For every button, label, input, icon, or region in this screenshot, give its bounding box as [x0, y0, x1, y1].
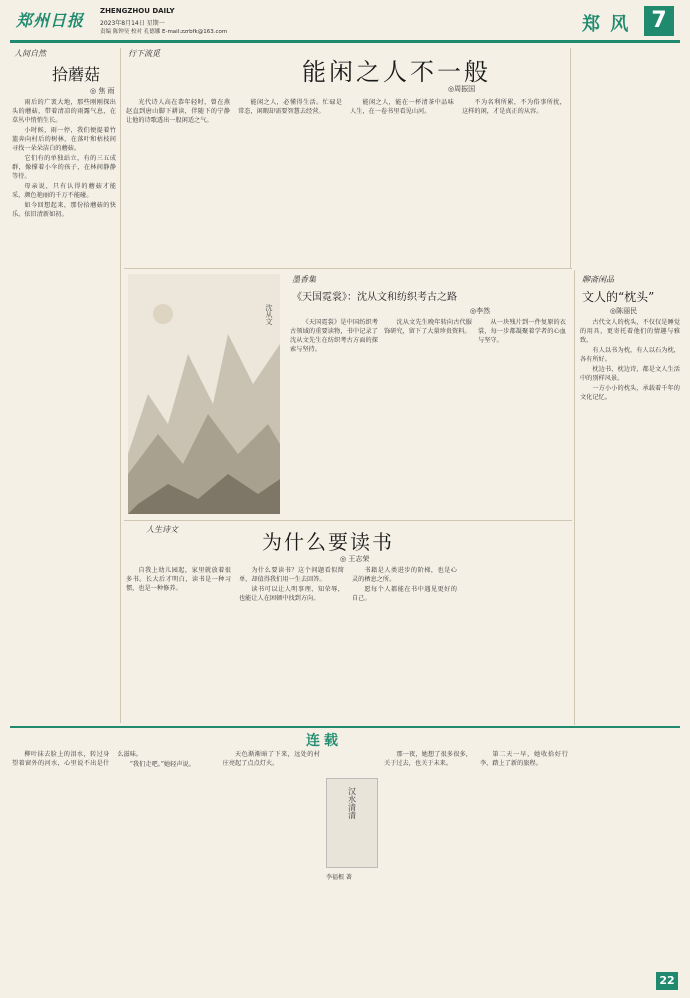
- section-divider: [124, 268, 572, 269]
- paragraph: 第二天一早，她收拾好行李，踏上了新的旅程。: [480, 751, 568, 767]
- paragraph: 一方小小的枕头，承载着千年的文化记忆。: [580, 385, 680, 401]
- column-divider: [120, 48, 121, 723]
- mountain-illustration: [128, 274, 280, 514]
- sketch-caption: 沈从文: [265, 304, 273, 325]
- mushroom-title: 拾蘑菇: [52, 65, 101, 84]
- paragraph: 从一块残片到一件复原的衣裳，每一步都凝聚着学者的心血与坚守。: [478, 319, 566, 344]
- book-author: 李福根 著: [326, 874, 352, 881]
- serial-body-left: [12, 750, 320, 990]
- masthead-rule: [10, 40, 680, 43]
- pillow-tag: 聊斋闲品: [582, 275, 614, 284]
- paragraph: 它们有的单独站立，有的三五成群，像撑着小伞的孩子，在林间静静等待。: [12, 155, 116, 180]
- archaeology-tag: 墨香集: [292, 275, 316, 284]
- why-read-tag: 人生诗文: [146, 525, 178, 534]
- pillow-body: [580, 318, 680, 722]
- paragraph: 有人以书为枕，有人以石为枕，各有所好。: [580, 347, 680, 363]
- paragraph: 书籍是人类进步的阶梯，也是心灵的栖息之所。: [352, 567, 457, 583]
- why-read-body: [126, 566, 570, 722]
- archaeology-byline: ◎李然: [470, 307, 491, 315]
- leisure-byline: ◎周振国: [448, 85, 476, 93]
- leisure-title: 能闲之人不一般: [302, 58, 491, 86]
- archaeology-title: 《天国霓裳》：沈从文和纺织考古之路: [292, 292, 457, 303]
- column-divider: [574, 270, 575, 725]
- paragraph: 愿每个人都能在书中遇见更好的自己。: [352, 586, 457, 602]
- paragraph: 自我上幼儿园起，家里就放着很多书。长大后才明白，读书是一种习惯，也是一种修养。: [126, 567, 231, 592]
- section-divider: [124, 520, 572, 521]
- date-line: 2023年8月14日 星期一: [100, 20, 165, 27]
- serial-page-number: 22: [659, 974, 675, 987]
- paragraph: 沈从文先生晚年转向古代服饰研究，留下了大量珍贵资料。: [384, 319, 472, 335]
- serial-top-rule: [10, 726, 680, 728]
- paragraph: 能闲之人，必懂得生活。忙碌是常态，闲暇却需要智慧去经营。: [238, 99, 342, 115]
- why-read-title: 为什么要读书: [262, 530, 394, 554]
- why-read-byline: ◎ 王志荣: [340, 555, 370, 563]
- paragraph: 小时候，雨一停，我们便提着竹篮奔向村后的树林，在落叶和枯枝间寻找一朵朵洁白的蘑菇。: [12, 127, 116, 152]
- paragraph: 为什么要读书？这个问题看似简单，却值得我们用一生去回答。: [239, 567, 344, 583]
- serial-tag: 连载: [306, 733, 342, 749]
- editor-line: 责编 陈钟昊 校对 孔德娜 E-mail:zzrbfk@163.com: [100, 29, 228, 35]
- paragraph: 那一夜，她想了很多很多，关于过去，也关于未来。: [384, 751, 472, 767]
- mushroom-tag: 人间自然: [14, 49, 46, 58]
- paragraph: 枕边书、枕边诗，都是文人生活中的别样风景。: [580, 366, 680, 382]
- english-name: ZHENGZHOU DAILY: [100, 7, 175, 15]
- book-cover-title: 汉水清清: [347, 787, 357, 819]
- column-divider: [570, 48, 571, 268]
- paragraph: “我们走吧。”她轻声说。: [129, 761, 195, 768]
- mushroom-byline: ◎ 焦 雨: [90, 87, 115, 95]
- leisure-body: [126, 98, 566, 268]
- masthead: [0, 0, 690, 56]
- archaeology-body: [290, 318, 566, 518]
- newspaper-logo: 郑州日报: [16, 11, 85, 30]
- paragraph: 读书可以让人明事理、知荣辱，也能让人在困顿中找到方向。: [239, 586, 344, 602]
- paragraph: 不为名利所累，不为俗事所扰，这样的闲，才是真正的从容。: [462, 99, 566, 115]
- paragraph: 光代诗人高在恭年轻时，曾在燕赵直到唐山脚下耕读，伴随下的宁静让他的诗歌透出一股闲适之气。: [126, 99, 230, 124]
- paragraph: 能闲之人，能在一杯清茶中品味人生，在一卷书里看见山河。: [350, 99, 454, 115]
- pillow-title: 文人的“枕头”: [582, 290, 655, 304]
- paragraph: 《天国霓裳》是中国纺织考古领域的重要读物，书中记录了沈从文先生在纺织考古方面的探索与坚持。: [290, 319, 378, 353]
- paragraph: 天色渐渐暗了下来，远处的村庄亮起了点点灯火。: [222, 751, 320, 767]
- paragraph: 雨后的广袤大地，那些刚刚探出头的蘑菇，带着清凉的雨露气息，在草丛中悄悄生长。: [12, 99, 116, 124]
- pillow-byline: ◎陈丽民: [610, 307, 638, 315]
- paragraph: 古代文人的枕头，不仅仅是睡觉的用具，更寄托着他们的情趣与雅致。: [580, 319, 680, 344]
- serial-body-right: [384, 750, 664, 990]
- landscape-sketch: [128, 274, 280, 514]
- page-number: 7: [651, 8, 667, 33]
- book-cover: [326, 778, 378, 868]
- page-number-box: [644, 6, 674, 36]
- serial-page-badge: [656, 972, 678, 990]
- paragraph: 母亲说，只有认得的蘑菇才能采，颜色艳丽的千万不能碰。: [12, 183, 116, 199]
- paragraph: 如今回想起来，那份拾蘑菇的快乐，依旧清新如初。: [12, 202, 116, 218]
- paragraph: 柳叶抹去脸上的泪水，转过身望着窗外的河水，心里说不出是什么滋味。: [12, 751, 143, 767]
- section-name: 郑 风: [582, 14, 631, 35]
- mushroom-body: [12, 98, 116, 458]
- leisure-tag: 行下流觅: [128, 49, 160, 58]
